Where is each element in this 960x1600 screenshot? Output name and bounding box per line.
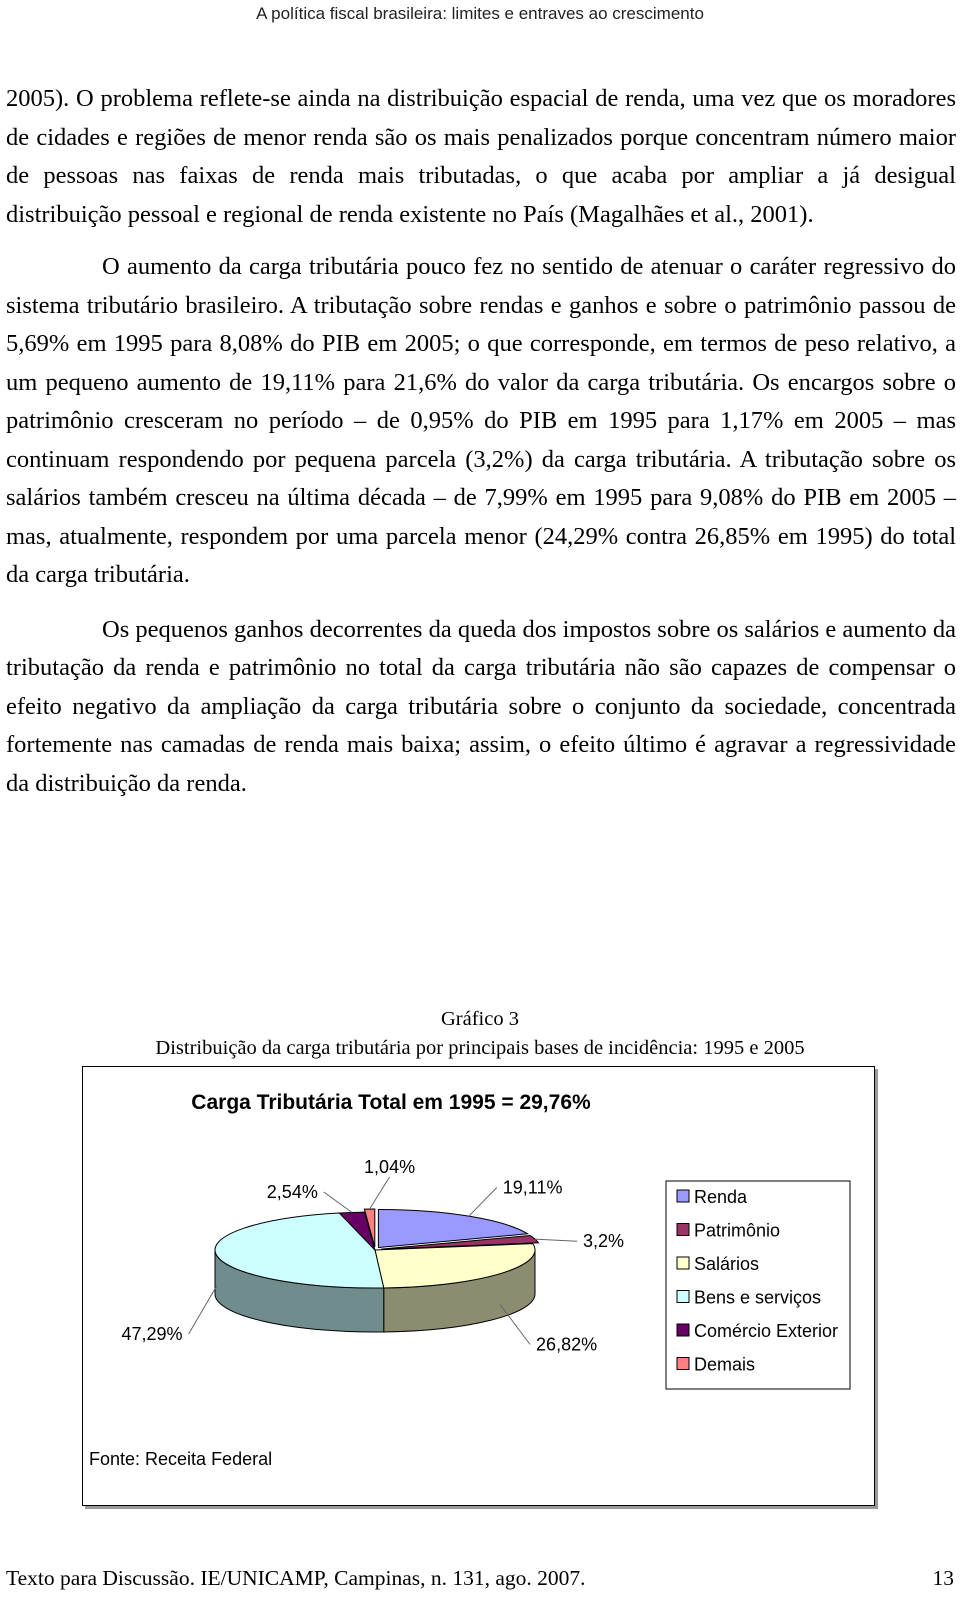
leader-line <box>535 1239 577 1241</box>
legend-label-demais: Demais <box>694 1354 756 1375</box>
data-label-salarios: 26,82% <box>536 1334 598 1355</box>
chart-title: Carga Tributária Total em 1995 = 29,76% <box>191 1091 591 1114</box>
legend-label-bens-e-servicos: Bens e serviços <box>694 1287 822 1308</box>
legend-swatch-salarios <box>677 1257 689 1269</box>
data-label-comercio-exterior: 2,54% <box>266 1182 318 1202</box>
pie-chart <box>82 1066 875 1506</box>
data-label-renda: 19,11% <box>502 1177 563 1198</box>
legend-swatch-comercio-exterior <box>677 1324 689 1336</box>
data-label-bens-e-servicos: 47,29% <box>121 1324 183 1345</box>
data-label-demais: 1,04% <box>364 1157 416 1178</box>
leader-line <box>189 1286 217 1334</box>
pie-chart-svg <box>83 1067 874 1505</box>
legend-swatch-demais <box>677 1358 689 1370</box>
leader-line <box>324 1192 352 1212</box>
page-footer <box>6 1566 954 1591</box>
figure-caption <box>0 1005 960 1063</box>
data-label-patrimonio: 3,2% <box>583 1231 625 1252</box>
legend-label-salarios: Salários <box>694 1254 760 1274</box>
leader-line <box>370 1177 390 1209</box>
legend-label-renda: Renda <box>694 1187 748 1207</box>
legend-swatch-renda <box>677 1190 689 1202</box>
legend-label-patrimonio: Patrimônio <box>694 1220 781 1241</box>
paragraph: O aumento da carga tributária pouco fez no sentido de atenuar o caráter regressivo do sistema tributário brasileiro. A tributação sobre rendas e ganhos e sobre o patrimônio passou de 5,69% em 1995 para 8,08% do PIB em 2005; o que corresponde, em termos de peso relativo, a um pequeno aumento de 19,11% para 21,6% do valor da carga tributária. Os encargos sobre o patrimônio cresceram no período – de 0,95% do PIB em 1995 para 1,17% em 2005 – mas continuam respondendo por pequena parcela (3,2%) da carga tributária. A tributação sobre os salários também cresceu na última década – de 7,99% em 1995 para 9,08% do PIB em 2005 – mas, atualmente, respondem por uma parcela menor (24,29% contra 26,85% em 1995) do total da carga tributária. <box>6 253 956 588</box>
figure-title: Distribuição da carga tributária por principais bases de incidência: 1995 e 2005 <box>155 1037 805 1059</box>
legend-swatch-patrimonio <box>677 1224 689 1236</box>
footer-citation: Texto para Discussão. IE/UNICAMP, Campinas, n. 131, ago. 2007. <box>6 1566 586 1590</box>
running-head: A política fiscal brasileira: limites e entraves ao crescimento <box>256 4 704 23</box>
paragraph: Os pequenos ganhos decorrentes da queda dos impostos sobre os salários e aumento da tributação da renda e patrimônio no total da carga tributária não são capazes de compensar o efeito negativo da ampliação da carga tributária sobre o conjunto da sociedade, concentrada fortemente nas camadas de renda mais baixa; assim, o efeito último é agravar a regressividade da distribuição da renda. <box>6 615 956 797</box>
leader-line <box>469 1188 497 1217</box>
legend-label-comercio-exterior: Comércio Exterior <box>694 1321 839 1341</box>
body-text <box>6 80 956 803</box>
page-number: 13 <box>932 1566 954 1590</box>
legend-swatch-bens-e-servicos <box>677 1291 689 1303</box>
paragraph: 2005). O problema reflete-se ainda na distribuição espacial de renda, uma vez que os moradores de cidades e regiões de menor renda são os mais penalizados porque concentram número maior de pessoas nas faixas de renda mais tributadas, o que acaba por ampliar a já desigual distribuição pessoal e regional de renda existente no País (Magalhães et al., 2001). <box>6 85 956 228</box>
figure-label: Gráfico 3 <box>441 1008 519 1030</box>
chart-source: Fonte: Receita Federal <box>89 1449 273 1469</box>
